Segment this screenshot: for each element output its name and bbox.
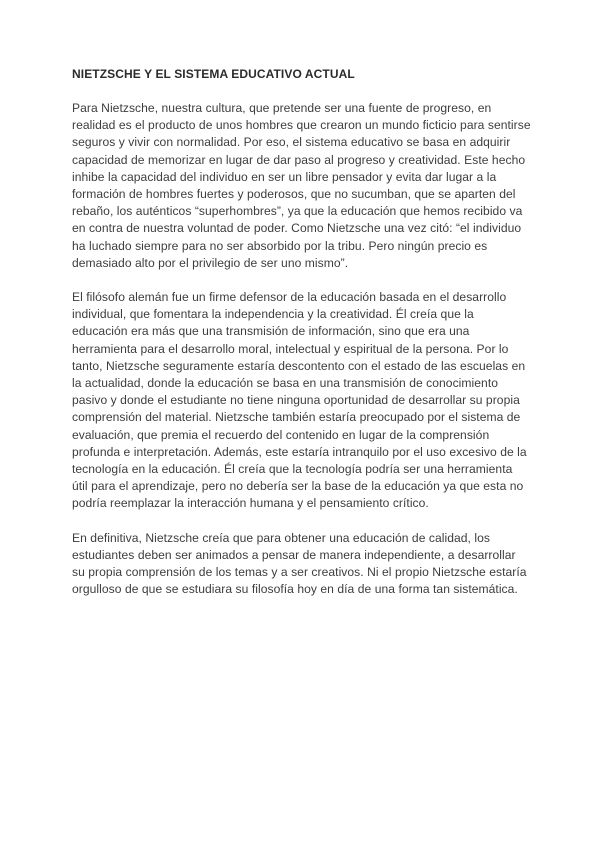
paragraph-line: demasiado alto por el privilegio de ser uno mismo”. — [72, 255, 349, 270]
paragraph — [72, 289, 537, 513]
paragraph-line: formación de hombres fuertes y poderosos, que no sucumban, que se aparten del — [72, 187, 516, 202]
paragraph-line: orgulloso de que se estudiara su filosofía hoy en día de una forma tan sistemática. — [72, 582, 518, 597]
document-title: NIETZSCHE Y EL SISTEMA EDUCATIVO ACTUAL — [72, 67, 355, 81]
paragraph-line: educación era más que una transmisión de información, sino que era una — [72, 324, 470, 339]
paragraph-line: individual, que fomentara la independencia y la creatividad. Él creía que la — [72, 307, 474, 322]
paragraph-line: evaluación, que premia el recuerdo del contenido en lugar de la comprensión — [72, 427, 490, 442]
paragraph-line: inhibe la capacidad del individuo en ser un libre pensador y evita dar lugar a la — [72, 169, 497, 184]
paragraph-line: su propia comprensión de los temas y a ser creativos. Ni el propio Nietzsche estaría — [72, 565, 527, 580]
paragraph-line: profunda e interpretación. Además, este estaría intranquilo por el uso excesivo de la — [72, 444, 527, 459]
paragraph-line: capacidad de memorizar en lugar de dar paso al progreso y creatividad. Este hecho — [72, 152, 526, 167]
paragraph-line: seguros y vivir con normalidad. Por eso, el sistema educativo se basa en adquirir — [72, 135, 511, 150]
paragraph-line: realidad es el producto de unos hombres que crearon un mundo ficticio para sentirse — [72, 118, 531, 133]
paragraph-line: pasivo y donde el estudiante no tiene ninguna oportunidad de desarrollar su propia — [72, 393, 520, 408]
paragraph — [72, 100, 537, 272]
paragraph-line: herramienta para el desarrollo moral, intelectual y espiritual de la persona. Por lo — [72, 341, 509, 356]
paragraph-line: En definitiva, Nietzsche creía que para obtener una educación de calidad, los — [72, 530, 490, 545]
paragraph-line: útil para el aprendizaje, pero no debería ser la base de la educación ya que esta no — [72, 479, 524, 494]
paragraph-line: estudiantes deben ser animados a pensar de manera independiente, a desarrollar — [72, 547, 516, 562]
document-body — [72, 100, 537, 598]
paragraph-line: en contra de nuestra voluntad de poder. Como Nietzsche una vez citó: “el individuo — [72, 221, 522, 236]
paragraph-line: El filósofo alemán fue un firme defensor de la educación basada en el desarrollo — [72, 290, 507, 305]
paragraph — [72, 530, 537, 599]
document-page — [72, 66, 537, 615]
paragraph-line: podría reemplazar la interacción humana y el pensamiento crítico. — [72, 496, 429, 511]
paragraph-line: tecnología en la educación. Él creía que la tecnología podría ser una herramienta — [72, 462, 513, 477]
paragraph-line: la actualidad, donde la educación se basa en una transmisión de conocimiento — [72, 376, 499, 391]
paragraph-line: ha luchado siempre para no ser absorbido por la tribu. Pero ningún precio es — [72, 238, 488, 253]
paragraph-line: tanto, Nietzsche seguramente estaría descontento con el estado de las escuelas en — [72, 358, 526, 373]
paragraph-line: Para Nietzsche, nuestra cultura, que pretende ser una fuente de progreso, en — [72, 101, 492, 115]
paragraph-line: comprensión del material. Nietzsche también estaría preocupado por el sistema de — [72, 410, 521, 425]
paragraph-line: rebaño, los auténticos “superhombres”, ya que la educación que hemos recibido va — [72, 204, 523, 219]
